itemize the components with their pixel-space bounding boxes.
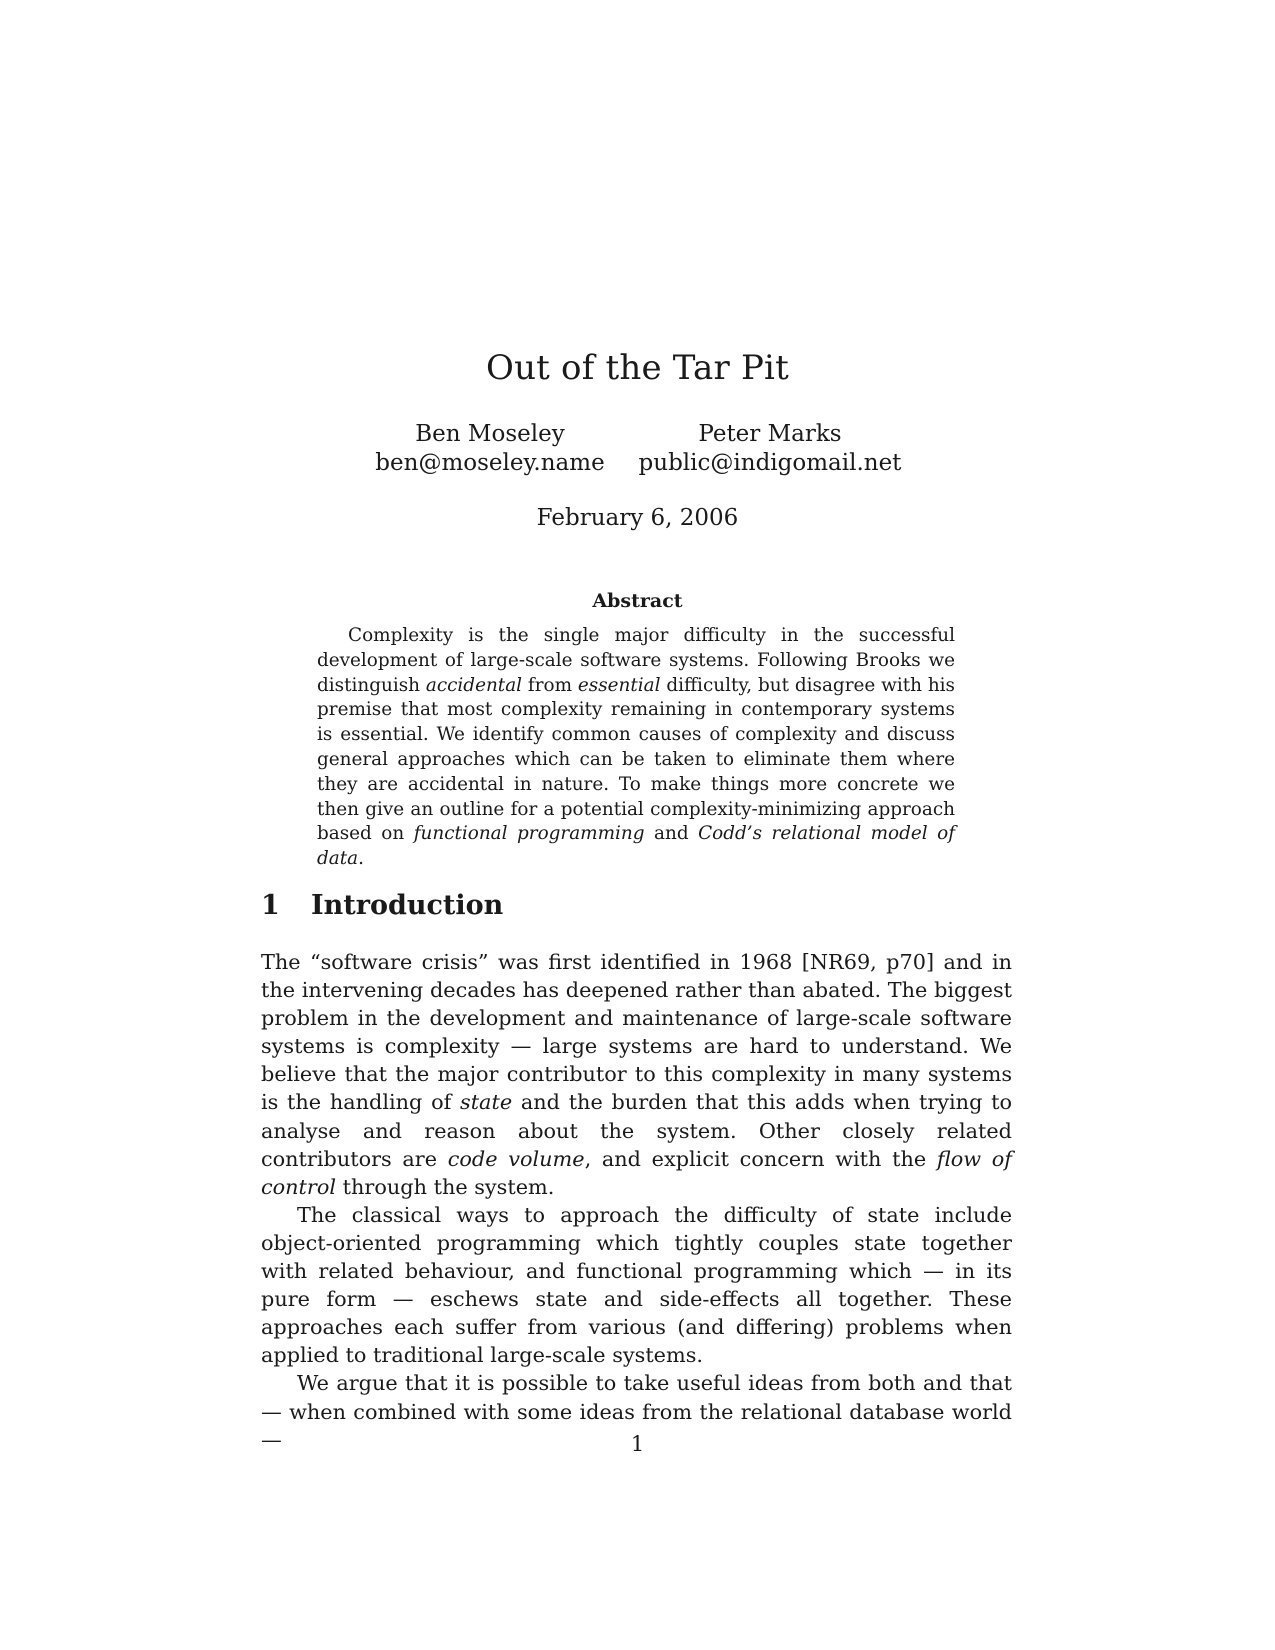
publication-date: February 6, 2006 [536,505,739,531]
section-number: 1 [261,890,280,921]
paragraph-text: We argue that it is possible to take useful ideas from both and that — when combined with some ideas from the relational database world — [261,1371,1012,1452]
author-1-email: ben@moseley.name [375,450,605,476]
paragraph-emphasis: code volume [447,1146,585,1171]
abstract-heading: Abstract [592,590,683,612]
paragraph-emphasis: flow of control [261,1146,1012,1199]
paragraph-2 [261,1201,1012,1370]
abstract-emphasis: Codd’s relational model of data [317,823,955,870]
section-heading [261,890,503,921]
paragraph-emphasis: state [460,1090,513,1115]
abstract-emphasis: essential [577,674,661,696]
author-2-email: public@indigomail.net [638,450,902,476]
abstract-text: . [358,848,364,870]
page-number: 1 [630,1432,645,1456]
section-title: Introduction [311,890,504,921]
abstract-emphasis: accidental [425,674,523,696]
abstract-text: from [522,674,578,696]
author-1-name: Ben Moseley [415,421,565,447]
author-1 [350,420,630,478]
abstract-text: difficulty, but disagree with his premise that most complexity remaining in contemporary systems is essential. We identify common causes of complexity and discuss general approaches which can be taken to eliminate them where they are accidental in nature. To make things more concrete we then give an outline for a potential complexity-minimizing approach based on [317,674,955,845]
paragraph-text: and the burden that this adds when trying to analyse and reason about the system. Other closely related contributors are [261,1090,1012,1171]
paragraph-text: , and explicit concern with the [584,1146,937,1171]
author-2-name: Peter Marks [698,421,842,447]
abstract-emphasis: functional programming [413,823,645,845]
author-2 [620,420,920,478]
abstract-text: Complexity is the single major difficulty in the successful development of large-scale software systems. Following Brooks we distinguish [317,625,955,696]
abstract-text: and [644,823,699,845]
abstract-body [317,624,955,872]
paragraph-text: The “software crisis” was first identified in 1968 [NR69, p70] and in the intervening decades has deepened rather than abated. The biggest problem in the development and maintenance of large-scale software systems is complexity — large systems are hard to understand. We believe that the major contributor to this complexity in many systems is the handling of [261,950,1012,1115]
paragraph-1 [261,948,1012,1201]
introduction-body [261,948,1012,1454]
paragraph-text: through the system. [336,1174,555,1199]
paper-title: Out of the Tar Pit [486,348,789,388]
paragraph-text: The classical ways to approach the difficulty of state include object-oriented programming which tightly couples state together with related behaviour, and functional programming which — in its pure form — eschews state and side-effects all together. These approaches each suffer from various (and differing) problems when applied to traditional large-scale systems. [261,1202,1012,1368]
author-block [0,420,1275,490]
